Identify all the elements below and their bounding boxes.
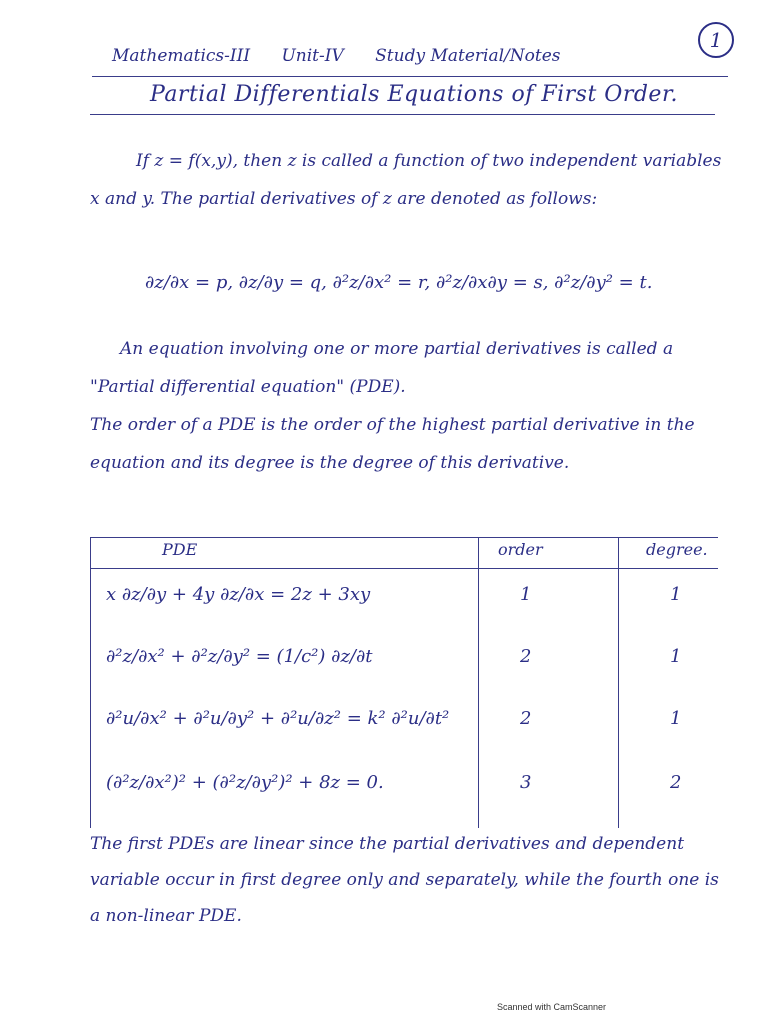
pde-table: [90, 537, 718, 828]
column-header-order: order: [498, 540, 543, 559]
order-value: 2: [520, 646, 532, 667]
definition-paragraph: An equation involving one or more partial derivatives is called a "Partial differential equation" (PDE).: [90, 339, 674, 397]
title-underline: [90, 114, 715, 115]
pde-equation: ∂²z/∂x² + ∂²z/∂y² = (1/c²) ∂z/∂t: [106, 646, 373, 667]
header-line: [112, 46, 586, 66]
column-header-pde: PDE: [162, 540, 198, 559]
table-row: [90, 632, 718, 692]
pde-equation: (∂²z/∂x²)² + (∂²z/∂y²)² + 8z = 0.: [106, 772, 384, 793]
order-value: 1: [520, 584, 532, 605]
order-value: 3: [520, 772, 532, 793]
unit-label: Unit-IV: [281, 46, 344, 66]
derivatives-formula: ∂z/∂x = p, ∂z/∂y = q, ∂²z/∂x² = r, ∂²z/∂x∂y = s, ∂²z/∂y² = t.: [145, 272, 653, 293]
header-rule: [92, 76, 728, 77]
degree-value: 1: [670, 708, 682, 729]
pde-equation: ∂²u/∂x² + ∂²u/∂y² + ∂²u/∂z² = k² ∂²u/∂t²: [106, 708, 450, 729]
subject-label: Mathematics-III: [112, 46, 251, 66]
material-label: Study Material/Notes: [375, 46, 561, 66]
degree-value: 1: [670, 584, 682, 605]
degree-value: 1: [670, 646, 682, 667]
page-title: Partial Differentials Equations of First Order.: [150, 82, 679, 107]
order-degree-paragraph: The order of a PDE is the order of the highest partial derivative in the equation and its degree is the degree of this derivative.: [90, 415, 695, 473]
page-number: 1: [698, 22, 734, 58]
pde-equation: x ∂z/∂y + 4y ∂z/∂x = 2z + 3xy: [106, 584, 371, 605]
table-row: [90, 758, 718, 818]
table-row: [90, 570, 718, 630]
column-header-degree: degree.: [646, 540, 708, 559]
table-row: [90, 694, 718, 754]
conclusion-paragraph: The first PDEs are linear since the partial derivatives and dependent variable occur in first degree only and separately, while the fourth one is a non-linear PDE.: [90, 834, 719, 926]
order-value: 2: [520, 708, 532, 729]
intro-paragraph: If z = f(x,y), then z is called a function of two independent variables x and y. The partial derivatives of z are denoted as follows:: [90, 151, 722, 209]
scanner-watermark: Scanned with CamScanner: [497, 1002, 607, 1012]
table-header-rule: [90, 568, 718, 569]
degree-value: 2: [670, 772, 682, 793]
